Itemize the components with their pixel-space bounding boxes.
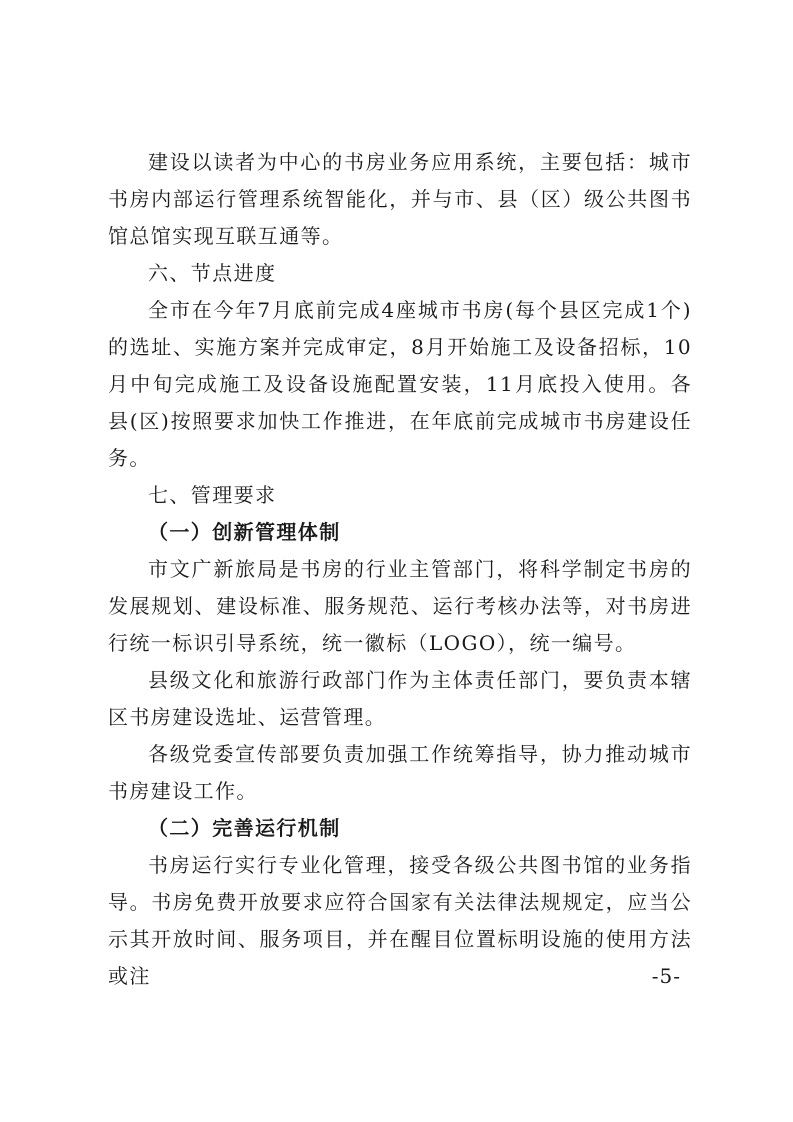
page-number: -5-: [651, 964, 681, 988]
subheading-operation-mechanism: （二）完善运行机制: [148, 816, 341, 840]
paragraph-party-committee: 各级党委宣传部要负责加强工作统筹指导，协力推动城市书房建设工作。: [108, 742, 692, 803]
paragraph-county-responsibility: 县级文化和旅游行政部门作为主体责任部门，要负责本辖区书房建设选址、运营管理。: [108, 668, 692, 729]
document-body: [108, 144, 692, 995]
paragraph-schedule: 全市在今年7月底前完成4座城市书房(每个县区完成1个)的选址、实施方案并完成审定，8月开始施工及设备招标，10月中旬完成施工及设备设施配置安装，11月底投入使用。各县(区)按照要求加快工作推进，在年底前完成城市书房建设任务。: [108, 298, 692, 470]
paragraph-system-construction: 建设以读者为中心的书房业务应用系统，主要包括：城市书房内部运行管理系统智能化，并与市、县（区）级公共图书馆总馆实现互联互通等。: [108, 150, 692, 248]
paragraph-bureau-responsibility: 市文广新旅局是书房的行业主管部门，将科学制定书房的发展规划、建设标准、服务规范、运行考核办法等，对书房进行统一标识引导系统，统一徽标（LOGO），统一编号。: [108, 557, 692, 655]
heading-schedule: 六、节点进度: [148, 261, 277, 285]
heading-management-requirements: 七、管理要求: [148, 483, 277, 507]
paragraph-operation: 书房运行实行专业化管理，接受各级公共图书馆的业务指导。书房免费开放要求应符合国家有关法律法规规定，应当公示其开放时间、服务项目，并在醒目位置标明设施的使用方法或注: [108, 853, 692, 988]
subheading-management-system: （一）创新管理体制: [148, 520, 341, 544]
